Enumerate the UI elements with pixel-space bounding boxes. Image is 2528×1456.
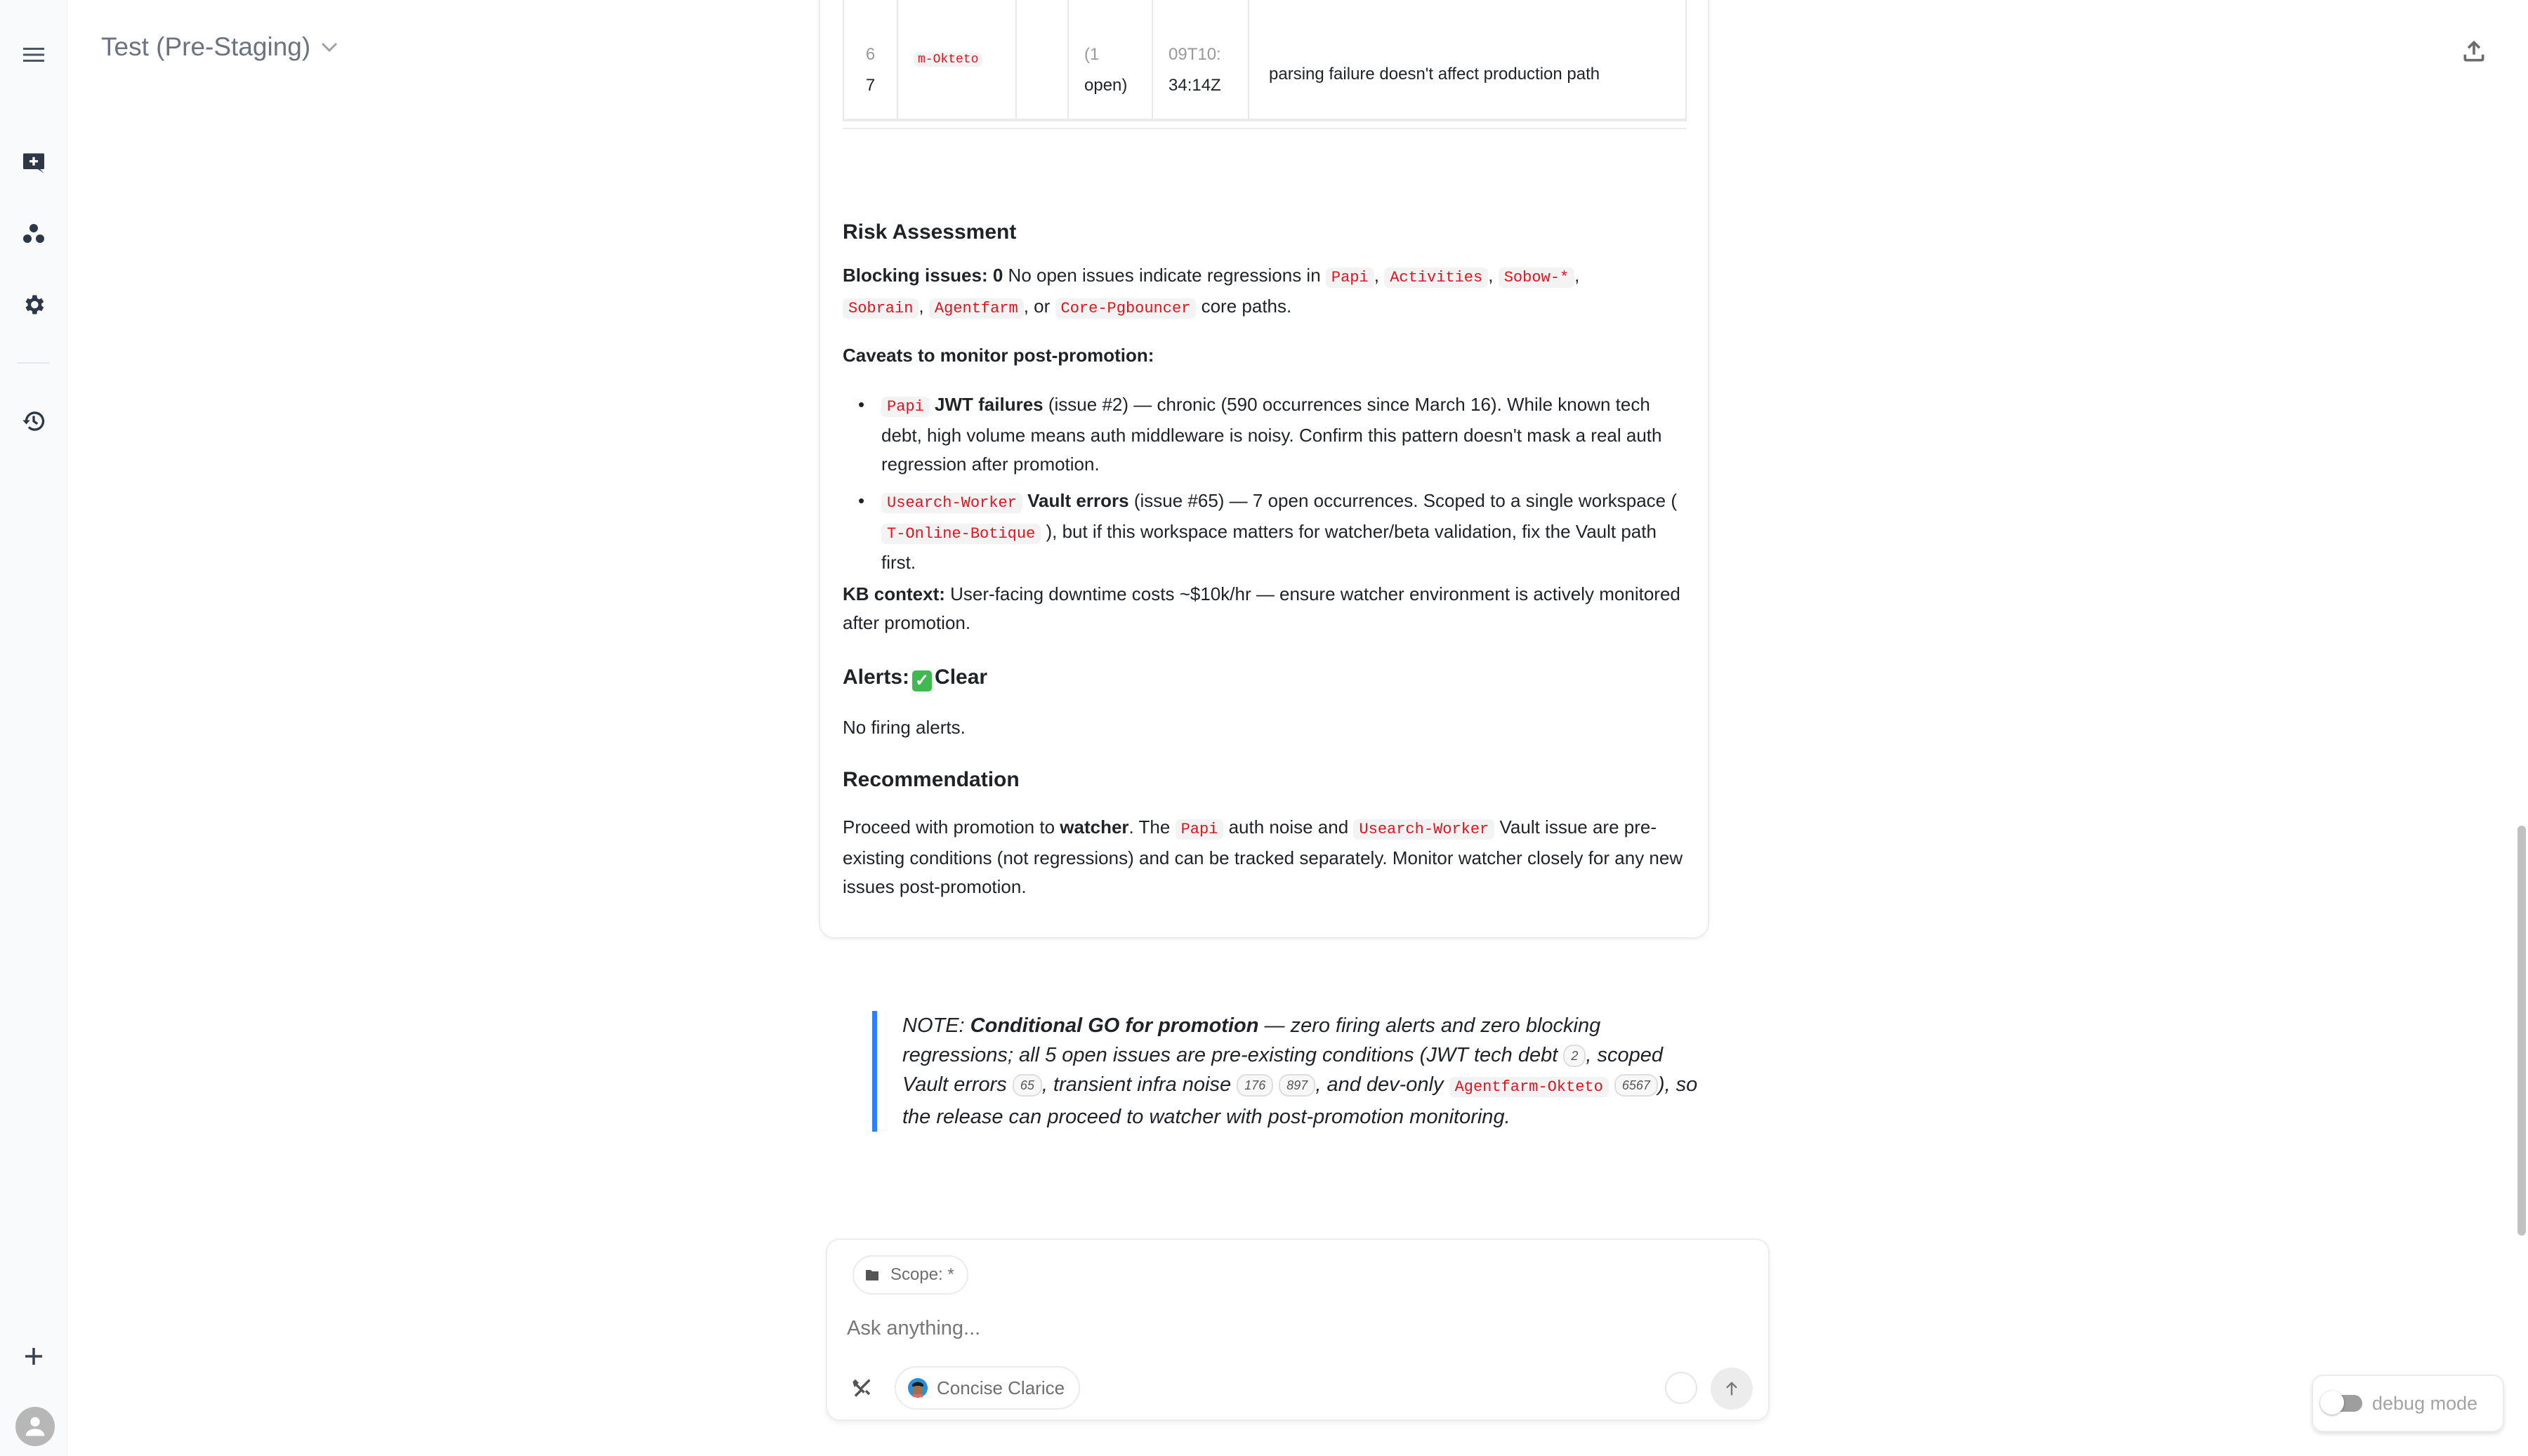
- caveat-text: (issue #65) — 7 open occurrences. Scoped to a single workspace (: [1128, 490, 1677, 511]
- sidebar: [0, 0, 67, 1456]
- scope-selector[interactable]: [852, 1255, 968, 1295]
- text: , and dev-only: [1315, 1073, 1449, 1096]
- add-comment-icon: [21, 150, 46, 176]
- issue-ref-badge[interactable]: 65: [1013, 1074, 1042, 1097]
- text: No open issues indicate regressions in: [1003, 265, 1326, 286]
- note-callout: [872, 1011, 1708, 1132]
- table-cell-service: [898, 0, 1017, 119]
- ask-input[interactable]: [847, 1307, 1746, 1349]
- service-code-partial: m-Okteto: [914, 53, 982, 67]
- hamburger-menu-icon: [23, 46, 44, 63]
- blocking-issues-paragraph: [843, 261, 1692, 323]
- section-divider: [843, 128, 1687, 129]
- gear-icon: [21, 292, 46, 317]
- code-sobrain: Sobrain: [843, 298, 919, 319]
- text: ,: [1488, 265, 1494, 286]
- kb-label: KB context:: [843, 583, 945, 604]
- cell-value: 34:14Z: [1168, 76, 1221, 95]
- text-bold: watcher: [1060, 816, 1129, 838]
- text: , transient infra noise: [1041, 1073, 1237, 1096]
- note-bold: Conditional GO for promotion: [970, 1014, 1259, 1037]
- code-usearch-worker: Usearch-Worker: [881, 493, 1022, 513]
- code-papi: Papi: [881, 397, 930, 417]
- account-avatar[interactable]: [15, 1407, 55, 1446]
- alerts-text: No firing alerts.: [843, 717, 966, 738]
- cell-partial: 6: [865, 45, 876, 64]
- kb-text: User-facing downtime costs ~$10k/hr — ensure watcher environment is actively monitored after promotion.: [843, 583, 1680, 633]
- caveat-text: ), but if this workspace matters for watcher/beta validation, fix the Vault path first.: [881, 521, 1657, 573]
- table-cell-index: [844, 0, 898, 119]
- alerts-heading: [843, 663, 1692, 691]
- issue-ref-badge[interactable]: 2: [1563, 1045, 1586, 1067]
- code-agentfarm: Agentfarm: [929, 298, 1024, 319]
- alerts-label: Alerts:: [843, 666, 910, 689]
- code-usearch-worker: Usearch-Worker: [1353, 819, 1494, 840]
- persona-avatar-icon: [907, 1377, 928, 1398]
- upload-icon: [2461, 38, 2487, 65]
- text: core paths.: [1196, 296, 1292, 317]
- code-activities: Activities: [1384, 267, 1488, 288]
- add-button[interactable]: [17, 1339, 51, 1373]
- tools-icon: [852, 1377, 873, 1398]
- blocking-label: Blocking issues: 0: [843, 265, 1003, 286]
- code-papi: Papi: [1326, 267, 1374, 288]
- cell-partial: (1: [1084, 45, 1100, 64]
- issues-table-fragment: [843, 0, 1687, 121]
- text: . The: [1128, 816, 1176, 838]
- page-title: Test (Pre-Staging): [101, 32, 311, 61]
- text: auth noise and: [1223, 816, 1354, 838]
- table-cell-empty: [1017, 0, 1069, 119]
- code-core-pgbouncer: Core-Pgbouncer: [1055, 298, 1197, 319]
- three-dots-cluster-icon: [21, 222, 46, 247]
- scrollbar-track[interactable]: [2518, 0, 2528, 1456]
- text: — zero firing alerts and zero blocking regressions; all 5 open issues are pre-existing conditions (JWT tech debt: [902, 1014, 1601, 1066]
- cell-partial: 09T10:: [1168, 45, 1221, 64]
- history-icon: [21, 409, 46, 434]
- code-papi: Papi: [1176, 819, 1224, 840]
- text: ,: [1374, 265, 1379, 286]
- toggle-knob: [2320, 1391, 2344, 1415]
- new-chat-button[interactable]: [17, 146, 51, 180]
- workspaces-button[interactable]: [17, 218, 51, 251]
- cell-value: 7: [865, 76, 876, 95]
- caveat-title: Vault errors: [1027, 490, 1129, 511]
- text: ,: [1574, 265, 1580, 286]
- text: ,: [919, 296, 924, 317]
- issue-ref-badge[interactable]: 897: [1279, 1074, 1315, 1097]
- toggle-switch[interactable]: [2320, 1394, 2362, 1413]
- persona-name: Concise Clarice: [937, 1377, 1065, 1398]
- arrow-up-icon: [1722, 1379, 1742, 1398]
- alerts-status: Clear: [935, 666, 988, 689]
- caveat-item: [843, 487, 1692, 577]
- plus-icon: [24, 1346, 44, 1366]
- chevron-down-icon: [320, 41, 338, 53]
- caveat-item: [843, 390, 1692, 479]
- persona-selector[interactable]: [895, 1366, 1080, 1410]
- status-indicator: [1665, 1372, 1697, 1404]
- caveats-list: [843, 390, 1692, 577]
- caveats-label: Caveats to monitor post-promotion:: [843, 345, 1154, 366]
- text: , or: [1023, 296, 1051, 317]
- text: ), so the release can proceed to watcher with post-promotion monitoring.: [902, 1073, 1698, 1128]
- export-button[interactable]: [2458, 35, 2490, 67]
- tools-button[interactable]: [848, 1370, 876, 1404]
- table-cell-notes: [1249, 0, 1685, 119]
- recommendation-paragraph: [843, 813, 1692, 901]
- history-button[interactable]: [17, 404, 51, 438]
- table-cell-timestamp: [1153, 0, 1249, 119]
- assistant-response-card: [819, 0, 1709, 939]
- caveat-text: (issue #2) — chronic (590 occurrences since March 16). While known tech debt, high volume means auth middleware is noisy. Confirm this pattern doesn't mask a real auth regression after promotion.: [881, 394, 1662, 475]
- settings-button[interactable]: [17, 288, 51, 322]
- send-button[interactable]: [1711, 1368, 1753, 1410]
- chat-composer: [826, 1238, 1770, 1421]
- code-sobow: Sobow-*: [1499, 267, 1574, 288]
- text: Proceed with promotion to: [843, 816, 1060, 838]
- debug-mode-label: debug mode: [2372, 1392, 2478, 1414]
- issue-ref-badge[interactable]: 6567: [1614, 1074, 1658, 1097]
- text: Vault issue are pre-existing conditions (not regressions) and can be tracked separately. Monitor watcher closely for any new issues post-promotion.: [843, 816, 1683, 897]
- scrollbar-thumb[interactable]: [2517, 826, 2526, 1236]
- avatar-icon: [21, 1412, 49, 1441]
- issue-ref-badge[interactable]: 176: [1237, 1074, 1273, 1097]
- code-agentfarm-okteto: Agentfarm-Okteto: [1449, 1077, 1609, 1097]
- kb-context-paragraph: [843, 580, 1692, 637]
- note-prefix: NOTE:: [902, 1014, 970, 1037]
- text: , scoped Vault errors: [902, 1044, 1663, 1096]
- table-cell-status: [1069, 0, 1153, 119]
- workspace-title-dropdown[interactable]: [101, 32, 338, 62]
- caveat-title: JWT failures: [935, 394, 1044, 415]
- sidebar-divider: [17, 362, 49, 364]
- debug-mode-toggle[interactable]: [2312, 1375, 2504, 1432]
- code-t-online-botique: T-Online-Botique: [881, 524, 1041, 544]
- risk-assessment-heading: Risk Assessment: [843, 220, 1017, 244]
- scope-label: Scope: *: [890, 1265, 954, 1284]
- menu-button[interactable]: [17, 38, 51, 72]
- recommendation-heading: Recommendation: [843, 768, 1020, 791]
- folder-icon: [865, 1269, 879, 1281]
- cell-value: parsing failure doesn't affect production path: [1269, 65, 1600, 84]
- cell-value: open): [1084, 76, 1128, 95]
- check-mark-button-icon: ✓: [912, 670, 932, 691]
